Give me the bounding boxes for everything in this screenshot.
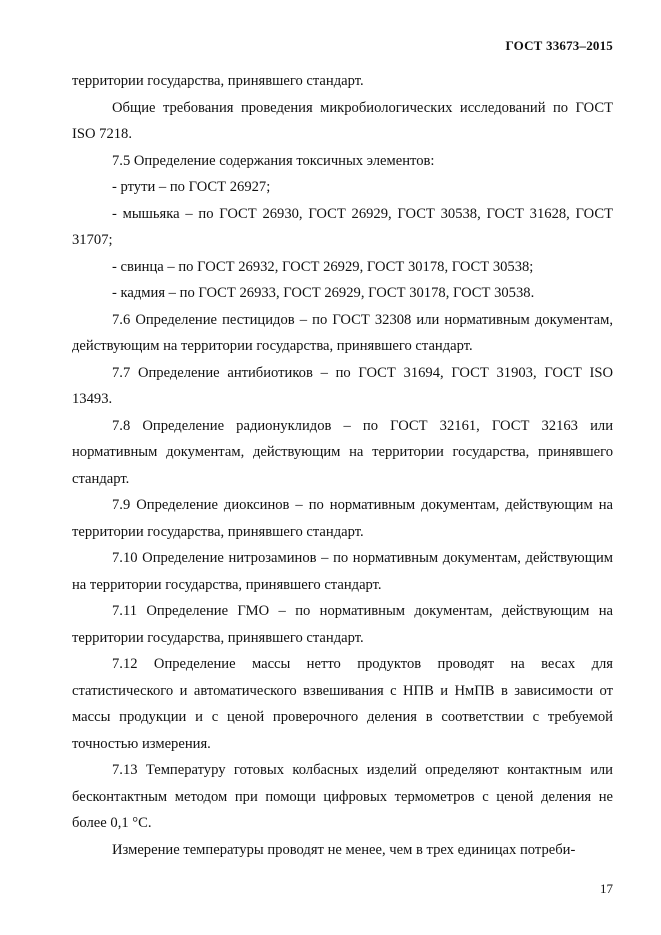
document-header-code: ГОСТ 33673–2015 (505, 38, 613, 53)
paragraph-7-11-gmo: 7.11 Определение ГМО – по нормативным документам, действующим на территории государства, принявшего стандарт. (72, 603, 613, 646)
paragraph-7-8-radionuclides: 7.8 Определение радионуклидов – по ГОСТ 32161, ГОСТ 32163 или нормативным документам, действующим на территории государства, принявшего стандарт. (72, 417, 613, 487)
paragraph-7-12-net-mass: 7.12 Определение массы нетто продуктов проводят на весах для статистического и автоматического взвешивания с НПВ и НмПВ в зависимости от массы продукции и с ценой проверочного деления в соответствии с требуемой точностью измерения. (72, 656, 613, 752)
paragraph-7-7-antibiotics: 7.7 Определение антибиотиков – по ГОСТ 31694, ГОСТ 31903, ГОСТ ISO 13493. (72, 364, 613, 407)
list-item-mercury: - ртути – по ГОСТ 26927; (112, 179, 271, 195)
list-item-arsenic: - мышьяка – по ГОСТ 26930, ГОСТ 26929, ГОСТ 30538, ГОСТ 31628, ГОСТ 31707; (72, 205, 613, 248)
paragraph-7-6-pesticides: 7.6 Определение пестицидов – по ГОСТ 32308 или нормативным документам, действующим на территории государства, принявшего стандарт. (72, 311, 613, 354)
paragraph-7-9-dioxins: 7.9 Определение диоксинов – по нормативным документам, действующим на территории государства, принявшего стандарт. (72, 497, 613, 540)
page-number: 17 (600, 881, 613, 896)
paragraph-7-13-temperature: 7.13 Температуру готовых колбасных изделий определяют контактным или бесконтактным методом при помощи цифровых термометров с ценой деления не более 0,1 °С. (72, 762, 613, 831)
paragraph-temperature-measurement: Измерение температуры проводят не менее, чем в трех единицах потреби- (112, 841, 576, 858)
paragraph-microbiology-requirements: Общие требования проведения микробиологических исследований по ГОСТ ISO 7218. (72, 99, 613, 142)
document-body (72, 68, 613, 863)
paragraph-7-5-toxic-elements: 7.5 Определение содержания токсичных элементов: (112, 152, 435, 169)
paragraph-continuation: территории государства, принявшего стандарт. (72, 73, 364, 89)
list-item-cadmium: - кадмия – по ГОСТ 26933, ГОСТ 26929, ГОСТ 30178, ГОСТ 30538. (112, 285, 535, 301)
paragraph-7-10-nitrosamines: 7.10 Определение нитрозаминов – по нормативным документам, действующим на территории государства, принявшего стандарт. (72, 550, 613, 593)
list-item-lead: - свинца – по ГОСТ 26932, ГОСТ 26929, ГОСТ 30178, ГОСТ 30538; (112, 258, 534, 275)
